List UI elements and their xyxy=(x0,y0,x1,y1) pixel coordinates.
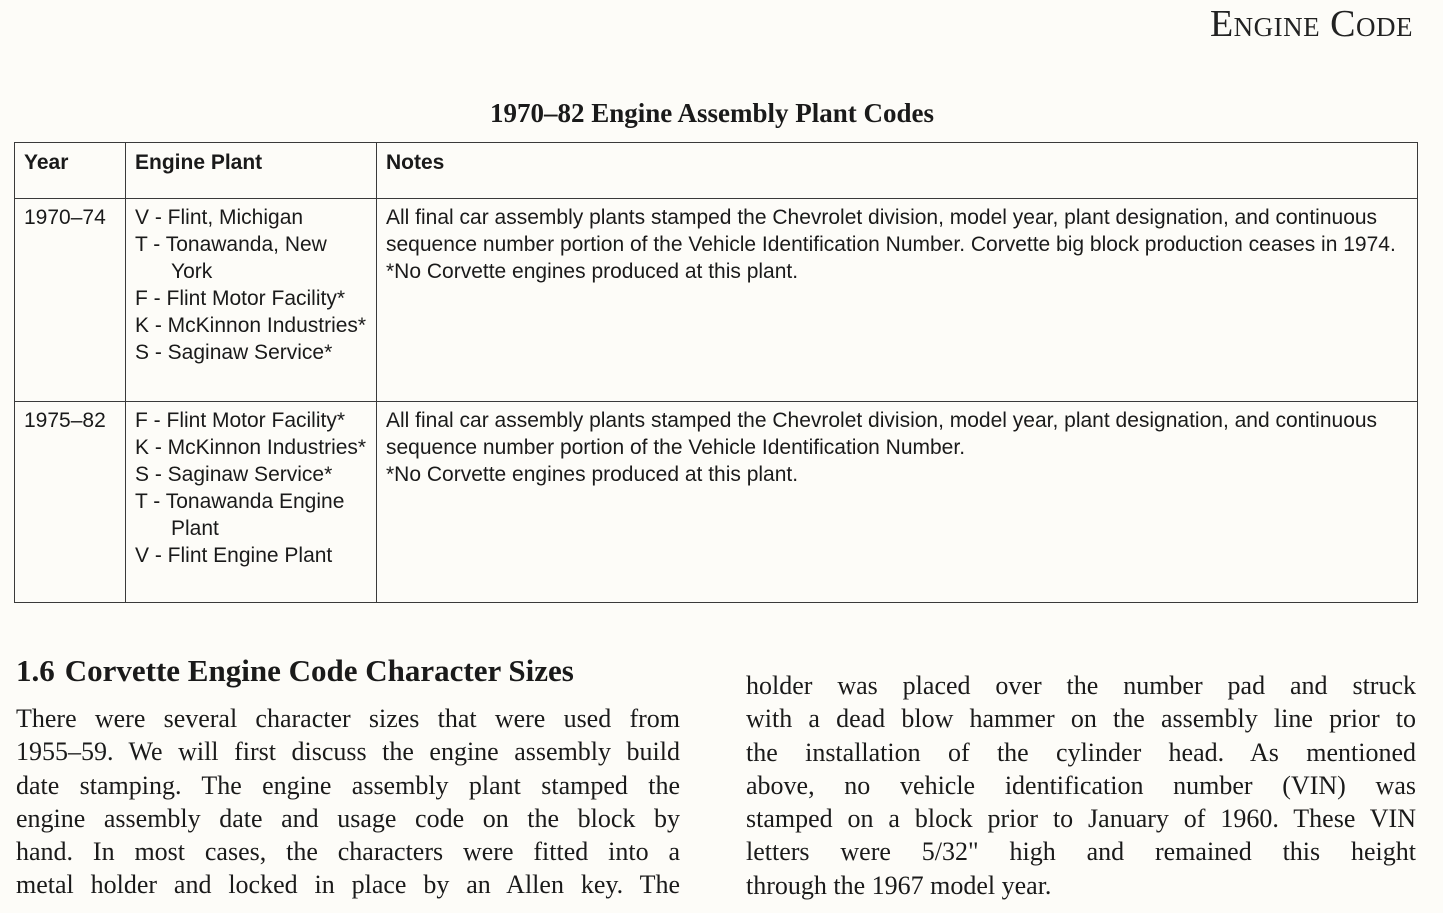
text-line: through the 1967 model year. xyxy=(746,870,1052,900)
table-row xyxy=(15,402,1418,603)
header-engine-plant: Engine Plant xyxy=(126,143,377,199)
running-head: Engine Code xyxy=(1209,3,1413,45)
section-title: Corvette Engine Code Character Sizes xyxy=(64,653,574,688)
year-cell: 1970–74 xyxy=(15,199,126,402)
header-notes: Notes xyxy=(377,143,1418,199)
text-line: stamped on a block prior to January of 1960. These VIN xyxy=(746,804,1416,834)
text-line: 1955–59. We will first discuss the engine assembly build xyxy=(16,737,680,767)
note-footnote: *No Corvette engines produced at this plant. xyxy=(386,463,799,486)
text-line: above, no vehicle identification number (VIN) was xyxy=(746,770,1416,800)
text-line: date stamping. The engine assembly plant stamped the xyxy=(16,770,680,800)
section-number: 1.6 xyxy=(16,653,55,688)
notes-cell xyxy=(377,199,1418,402)
text-line: hand. In most cases, the characters were fitted into a xyxy=(16,837,680,867)
plant-entry: F - Flint Motor Facility* xyxy=(135,409,346,432)
body-text-left-column xyxy=(16,702,680,902)
text-line: letters were 5/32" high and remained this height xyxy=(746,837,1416,867)
body-text-right-column xyxy=(746,669,1416,902)
plant-entry: S - Saginaw Service* xyxy=(135,463,333,486)
table-row xyxy=(15,199,1418,402)
plant-entry: T - Tonawanda Engine Plant xyxy=(135,490,345,540)
plant-entry: V - Flint, Michigan xyxy=(135,206,304,229)
table-title: 1970–82 Engine Assembly Plant Codes xyxy=(489,98,935,128)
plants-cell xyxy=(126,402,377,603)
note-text: All final car assembly plants stamped the Chevrolet division, model year, plant designation, and continuous sequence number portion of the Vehicle Identification Number. xyxy=(386,409,1378,459)
plant-entry: F - Flint Motor Facility* xyxy=(135,287,346,310)
plants-cell xyxy=(126,199,377,402)
plant-entry: K - McKinnon Industries* xyxy=(135,436,367,459)
text-line: There were several character sizes that were used from xyxy=(16,704,680,733)
year-cell: 1975–82 xyxy=(15,402,126,603)
text-line: metal holder and locked in place by an Allen key. The xyxy=(16,870,680,900)
note-footnote: *No Corvette engines produced at this plant. xyxy=(386,260,799,283)
text-line: the installation of the cylinder head. As mentioned xyxy=(746,737,1416,767)
text-line: holder was placed over the number pad and struck xyxy=(746,671,1416,700)
text-line: with a dead blow hammer on the assembly line prior to xyxy=(746,704,1416,734)
plant-entry: T - Tonawanda, New York xyxy=(135,233,327,283)
plant-entry: S - Saginaw Service* xyxy=(135,341,333,364)
notes-cell xyxy=(377,402,1418,603)
text-line: engine assembly date and usage code on the block by xyxy=(16,803,680,833)
plant-entry: V - Flint Engine Plant xyxy=(135,544,333,567)
plant-entry: K - McKinnon Industries* xyxy=(135,314,367,337)
note-text: All final car assembly plants stamped the Chevrolet division, model year, plant designation, and continuous sequence number portion of the Vehicle Identification Number. Corvette big block production ceases in 1974. xyxy=(386,206,1396,256)
header-year: Year xyxy=(15,143,126,199)
section-heading xyxy=(16,653,574,689)
table-header-row xyxy=(15,143,1418,199)
plant-codes-table xyxy=(14,142,1418,603)
